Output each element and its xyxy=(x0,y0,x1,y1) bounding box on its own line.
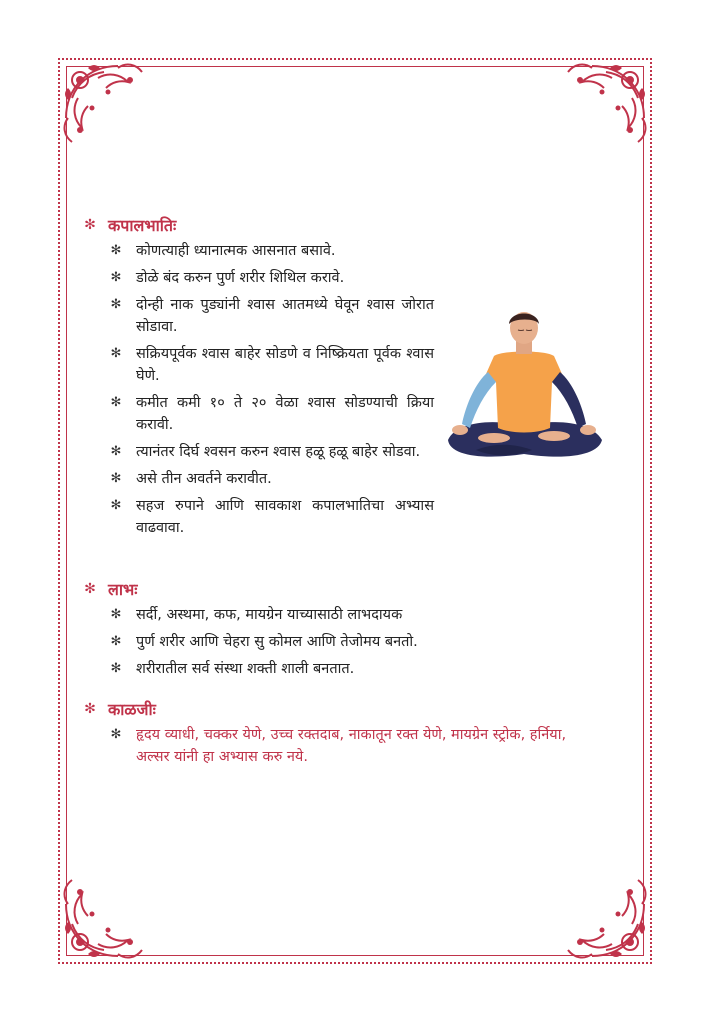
list-item: ✻ सहज रुपाने आणि सावकाश कपालभातिचा अभ्यास वाढवावा. xyxy=(108,495,434,539)
meditating-woman-illustration xyxy=(436,310,612,472)
section-heading-kapalbhati xyxy=(82,214,176,236)
bullet-star-icon: ✻ xyxy=(110,270,122,285)
bullet-star-icon: ✻ xyxy=(110,444,122,459)
bullet-star-icon: ✻ xyxy=(110,471,122,486)
section-heading-benefits xyxy=(82,578,137,600)
corner-ornament-bottom-left xyxy=(58,872,150,964)
precautions-list xyxy=(108,724,588,773)
list-item: ✻ दोन्ही नाक पुड्यांनी श्वास आतमध्ये घेवून श्वास जोरात सोडावा. xyxy=(108,294,434,338)
bullet-star-icon: ✻ xyxy=(110,727,122,742)
list-item: ✻ सक्रियपूर्वक श्वास बाहेर सोडणे व निष्क्रियता पूर्वक श्वास घेणे. xyxy=(108,343,434,387)
list-item: ✻ कमीत कमी १० ते २० वेळा श्वास सोडण्याची क्रिया करावी. xyxy=(108,392,434,436)
bullet-star-icon: ✻ xyxy=(110,634,122,649)
heading-text: कपालभातिः xyxy=(108,216,177,235)
list-item: ✻ डोळे बंद करुन पुर्ण शरीर शिथिल करावे. xyxy=(108,267,434,289)
bullet-star-icon: ✻ xyxy=(84,217,96,233)
list-item: ✻ त्यानंतर दिर्घ श्वसन करुन श्वास हळू हळू बाहेर सोडवा. xyxy=(108,441,434,463)
bullet-star-icon: ✻ xyxy=(110,498,122,513)
list-item: ✻ हृदय व्याधी, चक्कर येणे, उच्च रक्तदाब, नाकातून रक्त येणे, मायग्रेन स्ट्रोक, हर्निया, अल्सर यांनी हा अभ्यास करु नये. xyxy=(108,724,588,768)
heading-text: काळजीः xyxy=(108,700,156,719)
list-item: ✻ शरीरातील सर्व संस्था शक्ती शाली बनतात. xyxy=(108,658,578,680)
bullet-star-icon: ✻ xyxy=(110,243,122,258)
bullet-star-icon: ✻ xyxy=(84,581,96,597)
bullet-star-icon: ✻ xyxy=(110,297,122,312)
corner-ornament-bottom-right xyxy=(560,872,652,964)
section-heading-precautions xyxy=(82,698,156,720)
bullet-star-icon: ✻ xyxy=(110,346,122,361)
bullet-star-icon: ✻ xyxy=(84,701,96,717)
list-item: ✻ असे तीन अवर्तने करावीत. xyxy=(108,468,434,490)
bullet-star-icon: ✻ xyxy=(110,395,122,410)
steps-list xyxy=(108,240,434,544)
corner-ornament-top-right xyxy=(560,58,652,150)
list-item: ✻ सर्दी, अस्थमा, कफ, मायग्रेन याच्यासाठी लाभदायक xyxy=(108,604,578,626)
corner-ornament-top-left xyxy=(58,58,150,150)
bullet-star-icon: ✻ xyxy=(110,661,122,676)
heading-text: लाभः xyxy=(108,580,138,599)
benefits-list xyxy=(108,604,578,685)
list-item: ✻ कोणत्याही ध्यानात्मक आसनात बसावे. xyxy=(108,240,434,262)
bullet-star-icon: ✻ xyxy=(110,607,122,622)
list-item: ✻ पुर्ण शरीर आणि चेहरा सु कोमल आणि तेजोमय बनतो. xyxy=(108,631,578,653)
